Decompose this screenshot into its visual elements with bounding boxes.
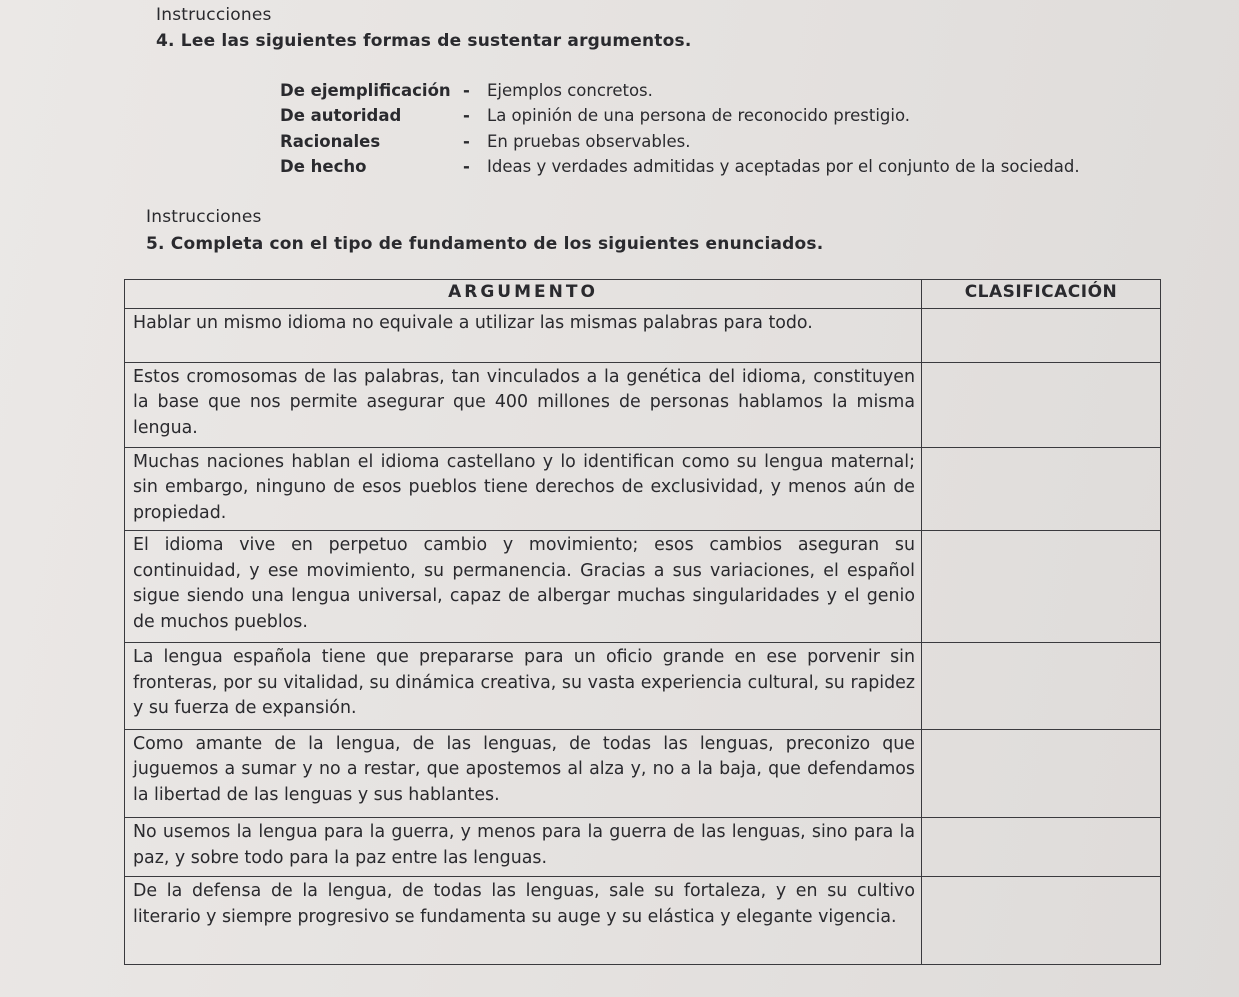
- definition-term: De hecho: [280, 157, 367, 176]
- table-row: [125, 643, 1161, 730]
- arguments-table: [124, 279, 1161, 965]
- definition-description: Ejemplos concretos.: [487, 81, 653, 100]
- classification-cell[interactable]: [922, 447, 1161, 531]
- argument-cell: Como amante de la lengua, de las lenguas, de todas las lenguas, preconizo que juguemos a sumar y no a restar, que apostemos al alza y, no a la baja, que defendamos la libertad de las lenguas y sus hablantes.: [125, 729, 922, 818]
- definition-term: De autoridad: [280, 106, 402, 125]
- definition-dash: -: [463, 132, 470, 151]
- definition-description: Ideas y verdades admitidas y aceptadas por el conjunto de la sociedad.: [487, 157, 1080, 176]
- classification-cell[interactable]: [922, 818, 1161, 877]
- definition-description: En pruebas observables.: [487, 132, 691, 151]
- definition-dash: -: [463, 157, 470, 176]
- argument-cell: De la defensa de la lengua, de todas las lenguas, sale su fortaleza, y en su cultivo literario y siempre progresivo se fundamenta su auge y su elástica y elegante vigencia.: [125, 877, 922, 965]
- definition-term: De ejemplificación: [280, 81, 451, 100]
- section5-title: 5. Completa con el tipo de fundamento de los siguientes enunciados.: [146, 234, 824, 254]
- table-row: [125, 729, 1161, 818]
- section4-title: 4. Lee las siguientes formas de sustentar argumentos.: [156, 31, 692, 51]
- section4-instructions-label: Instrucciones: [156, 5, 272, 25]
- classification-cell[interactable]: [922, 362, 1161, 447]
- classification-cell[interactable]: [922, 309, 1161, 363]
- table-row: [125, 531, 1161, 643]
- argument-cell: Hablar un mismo idioma no equivale a utilizar las mismas palabras para todo.: [125, 309, 922, 363]
- table-row: [125, 362, 1161, 447]
- table-row: [125, 877, 1161, 965]
- header-argument: ARGUMENTO: [125, 280, 922, 309]
- argument-cell: Muchas naciones hablan el idioma castellano y lo identifican como su lengua maternal; sin embargo, ninguno de esos pueblos tiene derechos de exclusividad, y menos aún de propiedad.: [125, 447, 922, 531]
- definition-term: Racionales: [280, 132, 381, 151]
- table-header-row: [125, 280, 1161, 309]
- table-row: [125, 309, 1161, 363]
- section5-instructions-label: Instrucciones: [146, 207, 262, 227]
- definition-dash: -: [463, 81, 470, 100]
- classification-cell[interactable]: [922, 531, 1161, 643]
- argument-cell: Estos cromosomas de las palabras, tan vinculados a la genética del idioma, constituyen la base que nos permite asegurar que 400 millones de personas hablamos la misma lengua.: [125, 362, 922, 447]
- definition-dash: -: [463, 106, 470, 125]
- argument-cell: El idioma vive en perpetuo cambio y movimiento; esos cambios aseguran su continuidad, y ese movimiento, su permanencia. Gracias a sus variaciones, el español sigue siendo una lengua universal, capaz de albergar muchas singularidades y el genio de muchos pueblos.: [125, 531, 922, 643]
- table-row: [125, 818, 1161, 877]
- definition-description: La opinión de una persona de reconocido prestigio.: [487, 106, 911, 125]
- argument-cell: La lengua española tiene que prepararse para un oficio grande en ese porvenir sin fronteras, por su vitalidad, su dinámica creativa, su vasta experiencia cultural, su rapidez y su fuerza de expansión.: [125, 643, 922, 730]
- classification-cell[interactable]: [922, 877, 1161, 965]
- classification-cell[interactable]: [922, 729, 1161, 818]
- classification-cell[interactable]: [922, 643, 1161, 730]
- argument-cell: No usemos la lengua para la guerra, y menos para la guerra de las lenguas, sino para la paz, y sobre todo para la paz entre las lenguas.: [125, 818, 922, 877]
- table-row: [125, 447, 1161, 531]
- header-classification: CLASIFICACIÓN: [922, 280, 1161, 309]
